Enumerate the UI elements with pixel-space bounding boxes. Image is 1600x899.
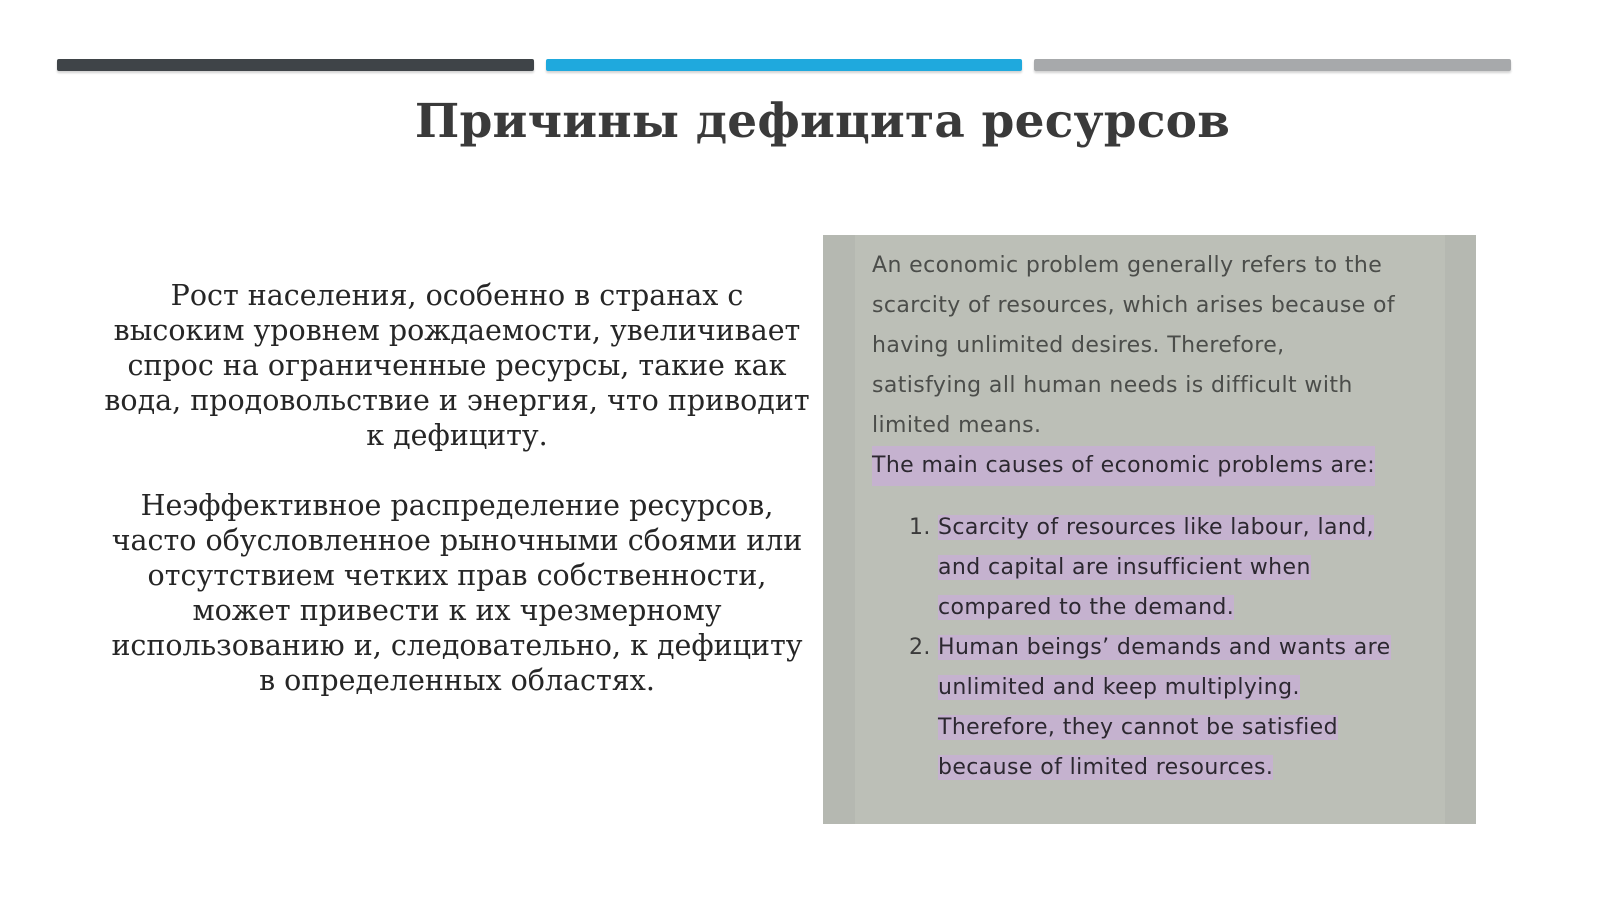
cause-line-highlight: Scarcity of resources like labour, land, xyxy=(938,515,1374,540)
slide-title: Причины дефицита ресурсов xyxy=(414,94,1231,149)
causes-list xyxy=(872,508,1452,788)
intro-line: limited means. xyxy=(872,413,1042,438)
causes-lead-highlight: The main causes of economic problems are: xyxy=(872,446,1375,486)
cause-line-highlight: Therefore, they cannot be satisfied xyxy=(938,715,1338,740)
paragraph-inefficient-allocation: Неэффективное распределение ресурсов, часто обусловленное рыночными сбоями или отсутствием четких прав собственности, может привести к их чрезмерному использованию и, следовательно, к дефициту в определенных областях. xyxy=(111,489,803,697)
accent-bar-blue xyxy=(546,59,1022,71)
cause-item xyxy=(872,508,1452,628)
slide-body xyxy=(102,278,812,733)
accent-bar-dark xyxy=(57,59,534,71)
cause-line-highlight: Human beings’ demands and wants are xyxy=(938,635,1391,660)
cause-number: 2. xyxy=(909,635,931,660)
cause-number: 1. xyxy=(909,515,931,540)
cause-item xyxy=(872,628,1452,788)
accent-bar-gray xyxy=(1034,59,1511,71)
intro-line: An economic problem generally refers to the xyxy=(872,253,1383,278)
cause-line-highlight: compared to the demand. xyxy=(938,595,1235,620)
embedded-text-image xyxy=(823,235,1476,824)
image-text xyxy=(872,246,1452,788)
intro-line: having unlimited desires. Therefore, xyxy=(872,333,1285,358)
intro-line: scarcity of resources, which arises because of xyxy=(872,293,1396,318)
cause-line-highlight: and capital are insufficient when xyxy=(938,555,1311,580)
intro-line: satisfying all human needs is difficult with xyxy=(872,373,1353,398)
cause-line-highlight: unlimited and keep multiplying. xyxy=(938,675,1300,700)
paragraph-population-growth: Рост населения, особенно в странах с высоким уровнем рождаемости, увеличивает спрос на ограниченные ресурсы, такие как вода, продовольствие и энергия, что приводит к дефициту. xyxy=(104,279,810,452)
cause-line-highlight: because of limited resources. xyxy=(938,755,1274,780)
